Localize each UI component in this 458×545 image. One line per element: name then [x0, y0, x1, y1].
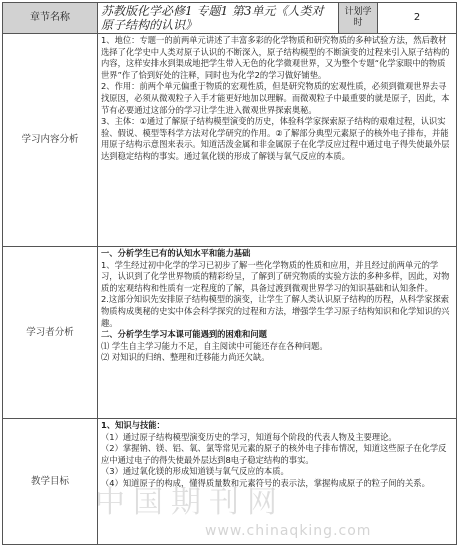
- content-paragraph-main: 3、主体：①通过了解原子结构模型演变的历史，体验科学家探索原子结构的艰难过程，认识实验、假说、模型等科学方法对化学研究的作用。②了解部分典型元素原子的核外电子排布，并能用原子结构示意图来表示。知道活泼金属和非金属原子在化学反应过程中通过电子得失使最外层达到稳定结构的事实。通过氧化镁的形成了解镁与氧气反应的本质。: [101, 116, 450, 161]
- difficulty-item: ⑵ 对知识的归纳、整理和迁移能力尚还欠缺。: [101, 352, 270, 363]
- goal-item: （2）掌握钠、镁、铝、氧、氯等常见元素的原子的核外电子排布情况，知道这些原子在化学反应中通过电子的得失使最外层达到8电子稳定结构的事实。: [101, 443, 447, 465]
- content-analysis-label: 学习内容分析: [3, 34, 98, 247]
- content-paragraph-function: 2、作用：前两个单元偏重于物质的宏观性质，但是研究物质的宏观性质，必须到微观世界去寻找原因，必须从微观粒子入手才能更好地加以理解。而微观粒子中最重要的就是原子，因此，本节有必要通过这部分的学习让学生进入微观世界探索奥秘。: [101, 81, 450, 115]
- planned-hours-value: 2: [378, 3, 457, 34]
- chapter-name-label: 章节名称: [3, 3, 98, 34]
- goal-item: （4）知道原子的构成，懂得质量数和元素符号的表示法，掌握构成原子的粒子间的关系。: [101, 477, 430, 488]
- learner-paragraph: 2.这部分知识先安排原子结构模型的演变，让学生了解人类认识原子结构的历程，从科学家探索物质构成奥秘的史实中体会科学探究的过程和方法，增强学生学习原子结构知识和化学知识的兴趣。: [101, 294, 450, 328]
- learner-paragraph: 1、学生经过初中化学的学习已初步了解一些化学物质的性质和应用，并且经过前两单元的学习，认识到了化学世界物质的精彩纷呈，了解到了研究物质的实验方法的多种多样，因此，对物质的宏观结构和性质有一定程度的了解，具备过渡到微观世界学习的知识基础和认知条件。: [101, 259, 450, 293]
- watermark-text: 中国期刊网: [95, 485, 285, 520]
- content-paragraph-role: 1、地位：专题一的前两单元讲述了丰富多彩的化学物质和研究物质的多种试验方法，然后教材选择了化学史中人类对原子认识的不断深入，原子结构模型的不断演变的过程来引入原子结构的内容，这样安排水到渠成地把学生带入无色的化学微观世界，又为整个专题“化学家眼中的物质世界”作了恰到好处的注释，同时也为化学2的学习做好铺垫。: [101, 35, 450, 80]
- learner-heading-ability: 一、分析学生已有的认知水平和能力基础: [101, 248, 251, 258]
- goals-heading: 1、知识与技能：: [101, 420, 165, 430]
- teaching-goals-label: 教学目标: [3, 419, 98, 545]
- lesson-plan-table: [2, 2, 457, 545]
- watermark-url: www.chinaqking.com: [205, 523, 372, 539]
- chapter-title: 苏教版化学必修1 专题1 第3单元《人类对原子结构的认识》: [98, 3, 339, 34]
- difficulty-item: ⑴ 学生自主学习能力不足，自主阅读中可能还存在各种问题。: [101, 340, 328, 351]
- learner-heading-difficulty: 二、分析学生学习本课可能遇到的困难和问题: [101, 329, 267, 340]
- learner-analysis-cell: [98, 247, 457, 419]
- planned-hours-label: 计划学时: [339, 3, 378, 34]
- goal-item: （1）通过原子结构模型演变历史的学习，知道每个阶段的代表人物及主要理论。: [101, 431, 397, 442]
- goal-item: （3）通过氧化镁的形成知道镁与氧气反应的本质。: [101, 466, 289, 477]
- learner-analysis-label: 学习者分析: [3, 247, 98, 419]
- content-analysis-cell: [98, 34, 457, 247]
